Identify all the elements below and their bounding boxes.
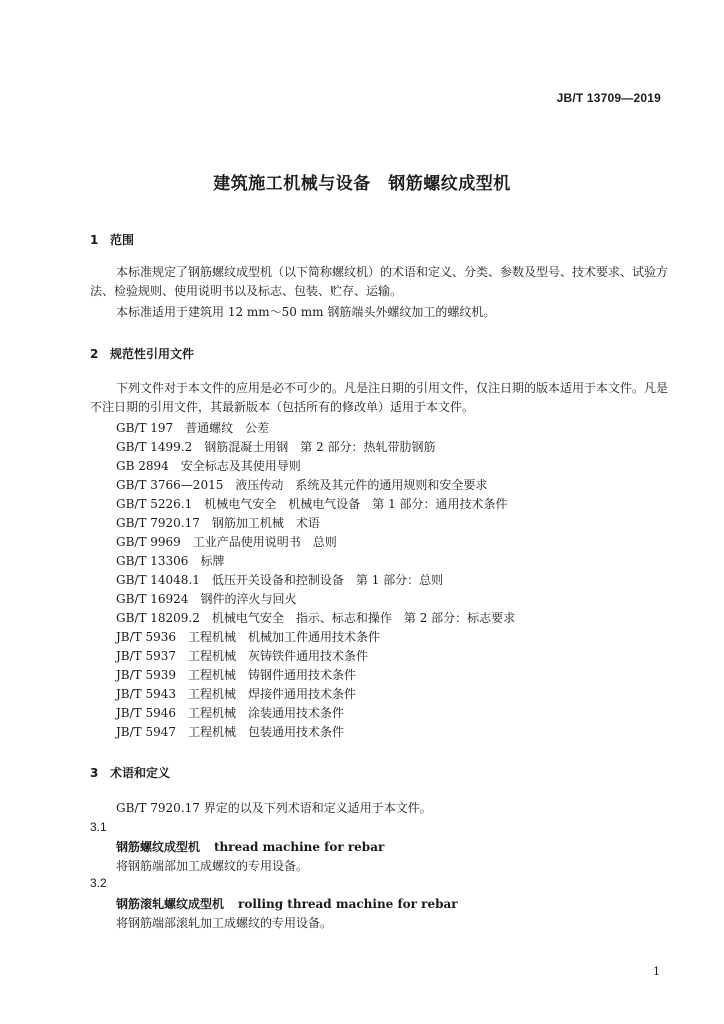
term-3-1-definition: 将钢筋端部加工成螺纹的专用设备。 [116, 859, 309, 873]
section-1-paragraph-2: 本标准适用于建筑用 12 mm～50 mm 钢筋端头外螺纹加工的螺纹机。 [116, 305, 496, 319]
term-3-1 [116, 838, 384, 855]
term-3-2-definition: 将钢筋端部滚轧加工成螺纹的专用设备。 [116, 916, 333, 930]
page-number: 1 [653, 965, 660, 978]
reference-item: GB/T 16924 钢件的淬火与回火 [116, 592, 297, 606]
section-1-heading [90, 231, 134, 248]
reference-item: JB/T 5947 工程机械 包装通用技术条件 [116, 725, 345, 739]
reference-item: GB/T 14048.1 低压开关设备和控制设备 第 1 部分：总则 [116, 573, 444, 587]
section-1-number: 1 [90, 233, 99, 247]
section-2-heading [90, 345, 194, 362]
reference-item: GB/T 7920.17 钢筋加工机械 术语 [116, 516, 320, 530]
term-3-2-number: 3.2 [90, 876, 107, 890]
section-3-intro: GB/T 7920.17 界定的以及下列术语和定义适用于本文件。 [116, 801, 432, 815]
section-3-heading [90, 764, 170, 781]
term-3-1-zh: 钢筋螺纹成型机 [116, 840, 201, 854]
document-title: 建筑施工机械与设备 钢筋螺纹成型机 [213, 174, 511, 194]
term-3-2-en: rolling thread machine for rebar [238, 897, 458, 911]
section-3-title: 术语和定义 [110, 766, 171, 780]
section-1-paragraph-1: 本标准规定了钢筋螺纹成型机（以下简称螺纹机）的术语和定义、分类、参数及型号、技术要求、试验方法、检验规则、使用说明书以及标志、包装、贮存、运输。 [90, 265, 669, 298]
section-1-title: 范围 [110, 233, 135, 247]
reference-item: GB/T 3766—2015 液压传动 系统及其元件的通用规则和安全要求 [116, 478, 488, 492]
reference-item: JB/T 5939 工程机械 铸钢件通用技术条件 [116, 668, 357, 682]
reference-item: GB/T 9969 工业产品使用说明书 总则 [116, 535, 337, 549]
reference-item: JB/T 5943 工程机械 焊接件通用技术条件 [116, 687, 357, 701]
reference-item: JB/T 5936 工程机械 机械加工件通用技术条件 [116, 630, 381, 644]
standard-number: JB/T 13709—2019 [556, 91, 661, 105]
section-2-intro: 下列文件对于本文件的应用是必不可少的。凡是注日期的引用文件，仅注日期的版本适用于本文件。凡是不注日期的引用文件，其最新版本（包括所有的修改单）适用于本文件。 [90, 381, 669, 414]
reference-item: GB/T 5226.1 机械电气安全 机械电气设备 第 1 部分：通用技术条件 [116, 497, 508, 511]
reference-item: JB/T 5937 工程机械 灰铸铁件通用技术条件 [116, 649, 369, 663]
section-3-number: 3 [90, 766, 99, 780]
term-3-1-en: thread machine for rebar [214, 840, 385, 854]
term-3-1-number: 3.1 [90, 820, 107, 834]
reference-list [116, 419, 515, 742]
term-3-2-zh: 钢筋滚轧螺纹成型机 [116, 897, 225, 911]
term-3-2 [116, 895, 458, 912]
reference-item: GB/T 18209.2 机械电气安全 指示、标志和操作 第 2 部分：标志要求 [116, 611, 516, 625]
section-2-title: 规范性引用文件 [110, 347, 195, 361]
section-2-number: 2 [90, 347, 99, 361]
reference-item: GB 2894 安全标志及其使用导则 [116, 459, 301, 473]
reference-item: GB/T 13306 标牌 [116, 554, 225, 568]
reference-item: GB/T 1499.2 钢筋混凝土用钢 第 2 部分：热轧带肋钢筋 [116, 440, 436, 454]
reference-item: GB/T 197 普通螺纹 公差 [116, 421, 270, 435]
reference-item: JB/T 5946 工程机械 涂装通用技术条件 [116, 706, 345, 720]
